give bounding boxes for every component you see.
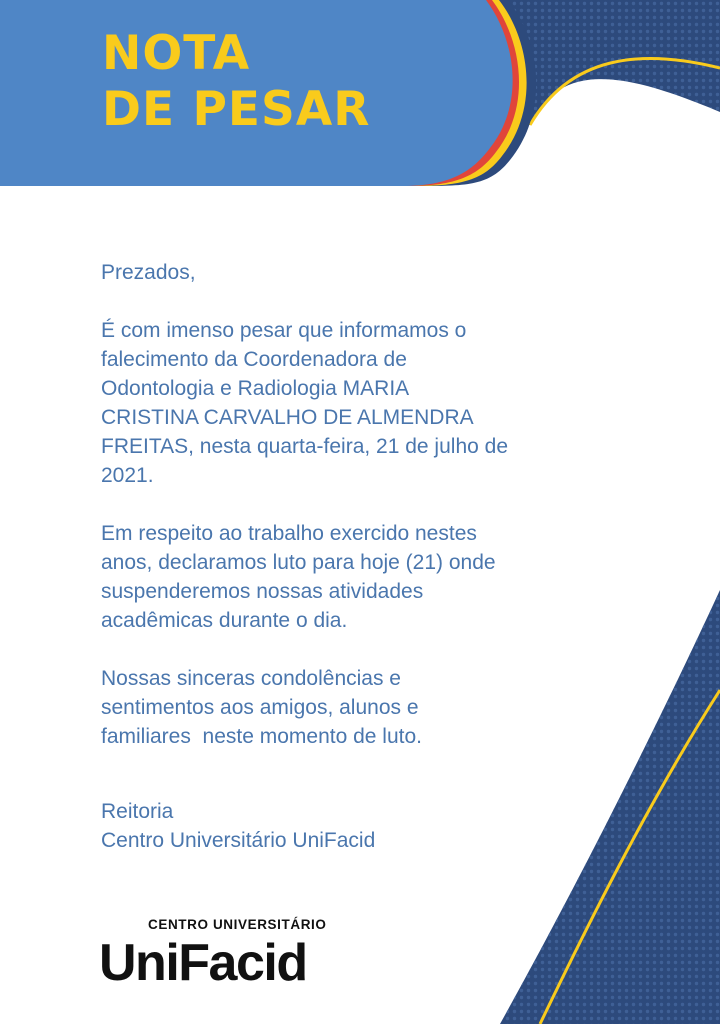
logo-name: UniFacid (99, 934, 307, 992)
paragraph-2-line: anos, declaramos luto para hoje (21) onde (101, 551, 496, 574)
paragraph-1-line: FREITAS, nesta quarta-feira, 21 de julho de (101, 435, 508, 458)
paragraph-1-line: falecimento da Coordenadora de (101, 348, 407, 371)
logo-subtitle: CENTRO UNIVERSITÁRIO (148, 917, 327, 932)
paragraph-3-line: familiares neste momento de luto. (101, 725, 422, 748)
paragraph-1-line: É com imenso pesar que informamos o (101, 319, 467, 342)
title-line-1: NOTA (102, 26, 251, 81)
signature-institution: Centro Universitário UniFacid (101, 829, 376, 852)
title-line-2: DE PESAR (102, 82, 371, 137)
paragraph-3-line: Nossas sinceras condolências e (101, 667, 401, 690)
signature-department: Reitoria (101, 800, 174, 823)
paragraph-2-line: Em respeito ao trabalho exercido nestes (101, 522, 477, 545)
paragraph-1-line: 2021. (101, 464, 154, 487)
letter-body (101, 258, 621, 855)
greeting: Prezados, (101, 261, 196, 284)
paragraph-3-line: sentimentos aos amigos, alunos e (101, 696, 419, 719)
paragraph-2-line: suspenderemos nossas atividades (101, 580, 424, 603)
paragraph-1-line: CRISTINA CARVALHO DE ALMENDRA (101, 406, 474, 429)
paragraph-2-line: acadêmicas durante o dia. (101, 609, 348, 632)
paragraph-1-line: Odontologia e Radiologia MARIA (101, 377, 410, 400)
page-title (102, 26, 370, 138)
